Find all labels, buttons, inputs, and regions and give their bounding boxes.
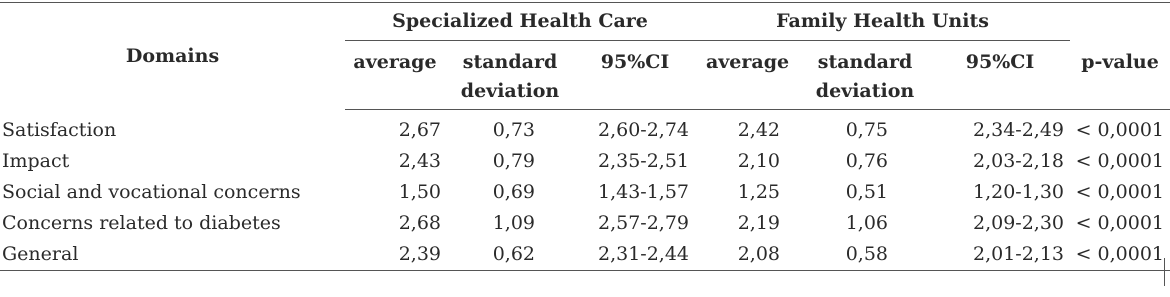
fhu-sd: 0,51 <box>845 181 889 203</box>
col-fhu-sd <box>800 41 930 110</box>
header-spacer <box>1070 3 1170 41</box>
row-domain: Social and vocational concerns <box>2 181 301 203</box>
col-fhu-ci: 95%CI <box>930 41 1070 110</box>
shc-average: 1,50 <box>398 181 441 203</box>
shc-sd: 1,09 <box>492 212 535 234</box>
table-row <box>0 204 1170 235</box>
fhu-average: 1,25 <box>737 181 781 203</box>
col-shc-sd-line2: deviation <box>460 80 560 102</box>
shc-sd: 0,62 <box>445 235 575 271</box>
shc-average: 2,39 <box>345 235 445 271</box>
fhu-ci: 2,34-2,49 <box>972 119 1065 141</box>
group-header-specialized: Specialized Health Care <box>345 3 695 41</box>
row-domain: Concerns related to diabetes <box>2 212 281 234</box>
col-fhu-average: average <box>695 41 800 110</box>
col-shc-sd <box>445 41 575 110</box>
shc-sd: 0,79 <box>492 150 535 172</box>
shc-sd: 0,73 <box>492 119 535 141</box>
col-pvalue: p-value <box>1070 41 1170 110</box>
shc-sd: 0,69 <box>492 181 535 203</box>
p-value: < 0,0001 <box>1070 235 1170 271</box>
cell-border-mark <box>1164 258 1165 286</box>
p-value: < 0,0001 <box>1075 119 1165 141</box>
row-domain: Impact <box>2 150 70 172</box>
p-value: < 0,0001 <box>1075 181 1165 203</box>
col-fhu-sd-line2: deviation <box>815 80 915 102</box>
shc-average: 2,68 <box>398 212 441 234</box>
fhu-average: 2,10 <box>737 150 781 172</box>
fhu-ci: 2,09-2,30 <box>972 212 1065 234</box>
fhu-sd: 0,75 <box>845 119 889 141</box>
fhu-sd: 0,58 <box>800 235 930 271</box>
shc-ci: 2,57-2,79 <box>597 212 690 234</box>
fhu-ci: 2,01-2,13 <box>930 235 1070 271</box>
domains-header: Domains <box>0 3 345 110</box>
fhu-sd: 1,06 <box>845 212 889 234</box>
fhu-ci: 2,03-2,18 <box>972 150 1065 172</box>
fhu-average: 2,08 <box>695 235 800 271</box>
table-row <box>0 110 1170 143</box>
shc-ci: 2,60-2,74 <box>597 119 690 141</box>
p-value: < 0,0001 <box>1075 212 1165 234</box>
col-shc-average: average <box>345 41 445 110</box>
shc-ci: 1,43-1,57 <box>597 181 690 203</box>
results-table <box>0 2 1170 271</box>
group-header-family: Family Health Units <box>695 3 1070 41</box>
shc-ci: 2,31-2,44 <box>575 235 695 271</box>
table-row <box>0 235 1170 271</box>
table-row <box>0 142 1170 173</box>
fhu-ci: 1,20-1,30 <box>972 181 1065 203</box>
shc-average: 2,43 <box>398 150 441 172</box>
row-domain: Satisfaction <box>2 118 117 141</box>
fhu-sd: 0,76 <box>845 150 889 172</box>
col-shc-ci: 95%CI <box>575 41 695 110</box>
fhu-average: 2,42 <box>737 119 781 141</box>
shc-ci: 2,35-2,51 <box>597 150 690 172</box>
table-row <box>0 173 1170 204</box>
fhu-average: 2,19 <box>737 212 781 234</box>
p-value: < 0,0001 <box>1075 150 1165 172</box>
col-fhu-sd-line1: standard <box>817 51 913 73</box>
shc-average: 2,67 <box>398 119 441 141</box>
row-domain: General <box>0 235 345 271</box>
group-header-row <box>0 3 1170 41</box>
col-shc-sd-line1: standard <box>462 51 558 73</box>
